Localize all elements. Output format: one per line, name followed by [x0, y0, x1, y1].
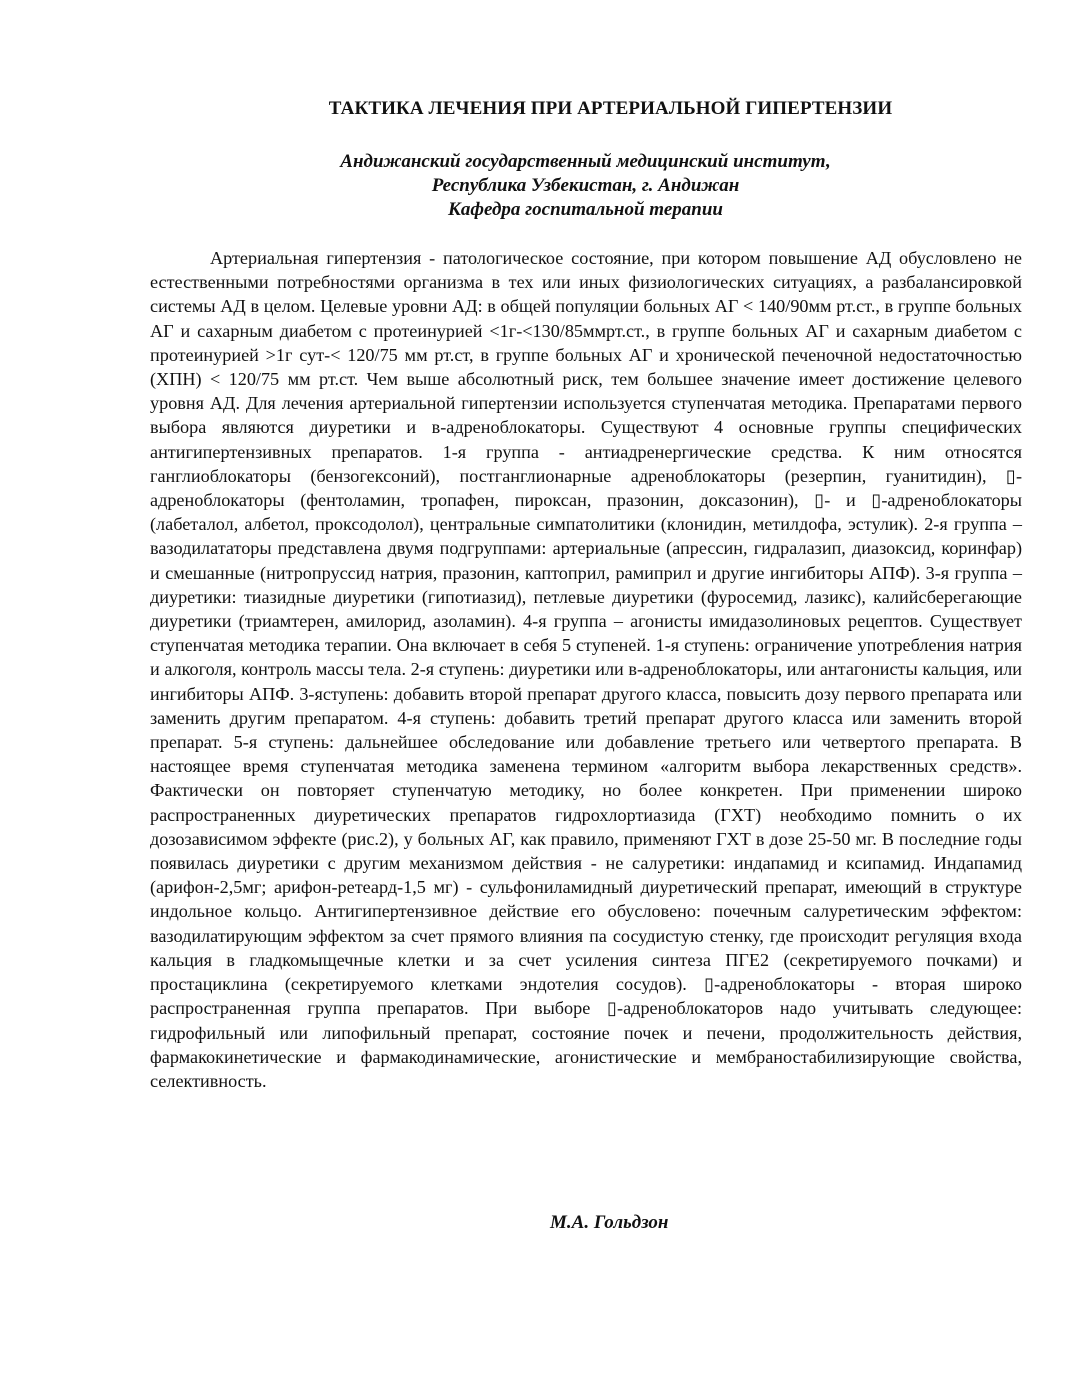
- affiliation-location: Республика Узбекистан, г. Андижан: [431, 175, 740, 196]
- author-signature: М.А. Гольдзон: [550, 1212, 669, 1233]
- body-paragraph: Артериальная гипертензия - патологическое состояние, при котором повышение АД обусловлено не естественными потребностями организма в тех или иных физиологических ситуациях, а разбалансировкой системы АД в целом. Целевые уровни АД: в общей популяции больных АГ < 140/90мм рт.ст., в группе больных АГ и сахарным диабетом с протеинурией <1г-<130/85ммрт.ст., в группе больных АГ и сахарным диабетом с протеинурией >1г сут-< 120/75 мм рт.ст, в группе больных АГ и хронической печеночной недостаточностью (ХПН) < 120/75 мм рт.ст. Чем выше абсолютный риск, тем большее значение имеет достижение целевого уровня АД. Для лечения артериальной гипертензии используется ступенчатая методика. Препаратами первого выбора являются диуретики и в-адреноблокаторы. Существуют 4 основные группы специфических антигипертензивных препаратов. 1-я группа - антиадренергические средства. К ним относятся ганглиоблокаторы (бензогексоний), постганглионарные адреноблокаторы (резерпин, гуанитидин), ▯-адреноблокаторы (фентоламин, тропафен, пироксан, празонин, доксазонин), ▯- и ▯-адреноблокаторы (лабеталол, албетол, проксодолол), центральные симпатолитики (клонидин, метилдофа, эстулик). 2-я группа – вазодилататоры представлена двумя подгруппами: артериальные (апрессин, гидралазип, диазоксид, коринфар) и смешанные (нитропруссид натрия, празонин, каптоприл, рамиприл и другие ингибиторы АПФ). 3-я группа – диуретики: тиазидные диуретики (гипотиазид), петлевые диуретики (фуросемид, лазикс), калийсберегающие диуретики (триамтерен, амилорид, азоламин). 4-я группа – агонисты имидазолиновых рецептов. Существует ступенчатая методика терапии. Она включает в себя 5 ступеней. 1-я ступень: ограничение употребления натрия и алкоголя, контроль массы тела. 2-я ступень: диуретики или в-адреноблокаторы, или антагонисты кальция, или ингибиторы АПФ. 3-яступень: добавить второй препарат другого класса, повысить дозу первого препарата или заменить другим препаратом. 4-я ступень: добавить третий препарат другого класса или заменить второй препарат. 5-я ступень: дальнейшее обследование или добавление третьего или четвертого препарата. В настоящее время ступенчатая методика заменена термином «алгоритм выбора лекарственных средств». Фактически он повторяет ступенчатую методику, но более конкретен. При применении широко распространенных диуретических препаратов гидрохлортиазида (ГХТ) необходимо помнить о их дозозависимом эффекте (рис.2), у больных АГ, как правило, применяют ГХТ в дозе 25-50 мг. В последние годы появилась диуретики с другим механизмом действия - не салуретики: индапамид и ксипамид. Индапамид (арифон-2,5мг; арифон-ретеард-1,5 мг) - сульфониламидный диуретический препарат, имеющий в структуре индольное кольцо. Антигипертензивное действие его обусловено: почечным салуретическим эффектом: вазодилатирующим эффектом за счет прямого влияния па сосудистую стенку, где происходит регуляция входа кальция в гладкомыщечные клетки и за счет усиления синтеза ПГЕ2 (секретируемого почками) и простациклина (секретируемого клетками эндотелия сосудов). ▯-адреноблокаторы - вторая широко распространенная группа препаратов. При выборе ▯-адреноблокаторов надо учитывать следующее: гидрофильный или липофильный препарат, состояние почек и печени, продолжительность действия, фармакокинетические и фармакодинамические, агонистические и мембраностабилизирующие свойства, селективность.: [150, 248, 1022, 1091]
- affiliation-block: [150, 150, 1021, 222]
- document-title: ТАКТИКА ЛЕЧЕНИЯ ПРИ АРТЕРИАЛЬНОЙ ГИПЕРТЕНЗИИ: [328, 98, 893, 119]
- affiliation-department: Кафедра госпитальной терапии: [448, 199, 723, 220]
- affiliation-institute: Андижанский государственный медицинский институт,: [340, 151, 831, 172]
